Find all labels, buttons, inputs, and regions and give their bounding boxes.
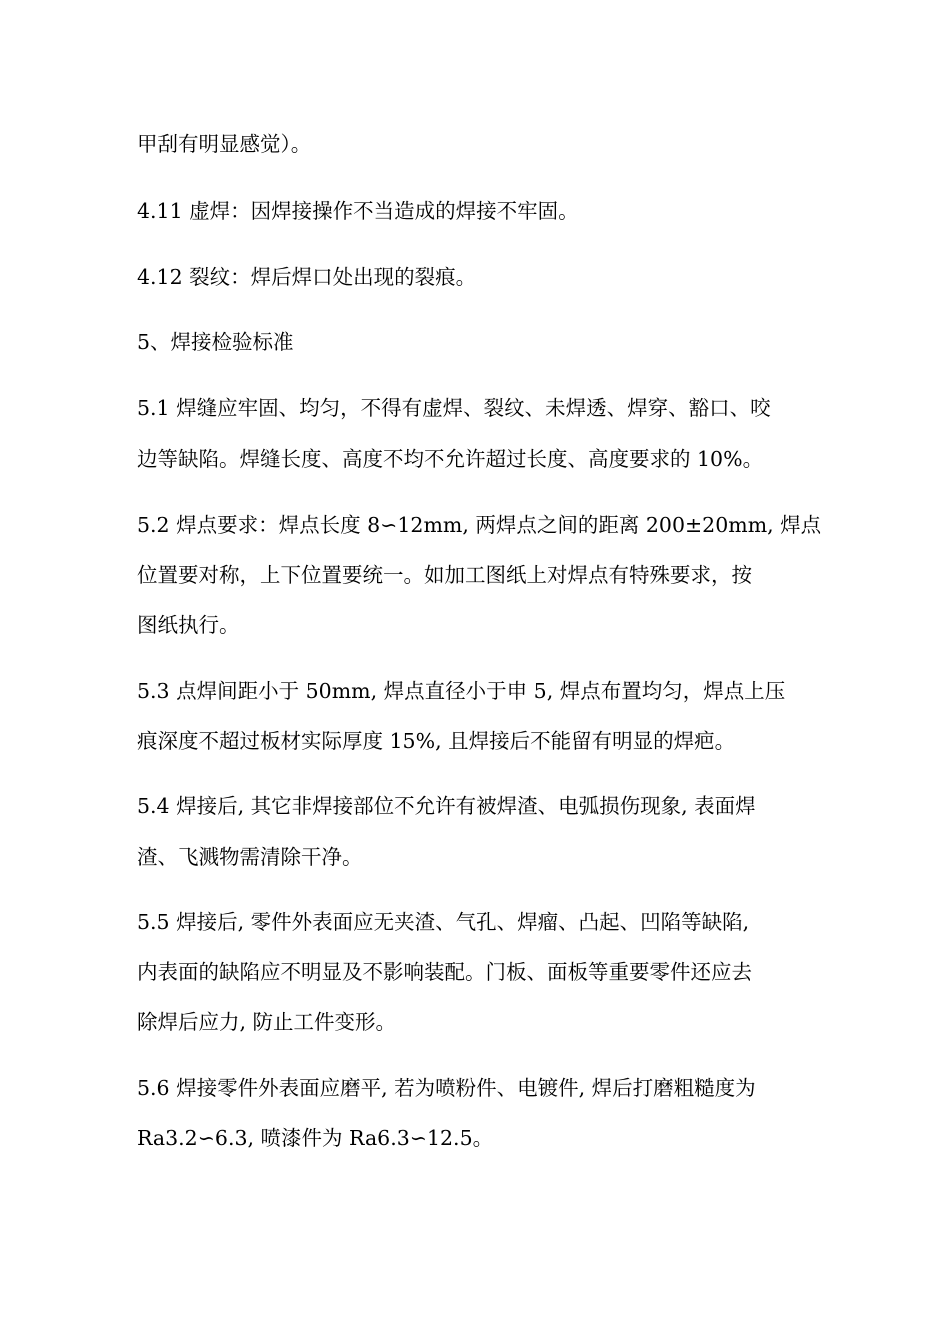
text-line: 5.3 点焊间距小于 50mm, 焊点直径小于申 5, 焊点布置均匀，焊点上压 xyxy=(137,679,786,703)
text-line: 位置要对称，上下位置要统一。如加工图纸上对焊点有特殊要求，按 xyxy=(137,563,752,587)
text-line: 5.4 焊接后, 其它非焊接部位不允许有被焊渣、电弧损伤现象, 表面焊 xyxy=(137,794,756,818)
text-line: 除焊后应力, 防止工件变形。 xyxy=(137,1010,397,1034)
text-line: 4.12 裂纹：焊后焊口处出现的裂痕。 xyxy=(137,265,477,289)
text-line: 甲刮有明显感觉）。 xyxy=(137,132,312,156)
section-heading: 5、焊接检验标准 xyxy=(137,330,294,354)
text-line: 边等缺陷。焊缝长度、高度不均不允许超过长度、高度要求的 10%。 xyxy=(137,447,764,471)
text-line: 内表面的缺陷应不明显及不影响装配。门板、面板等重要零件还应去 xyxy=(137,960,752,984)
text-line: 5.6 焊接零件外表面应磨平, 若为喷粉件、电镀件, 焊后打磨粗糙度为 xyxy=(137,1076,756,1100)
text-line: 5.1 焊缝应牢固、均匀，不得有虚焊、裂纹、未焊透、焊穿、豁口、咬 xyxy=(137,396,771,420)
text-line: 4.11 虚焊：因焊接操作不当造成的焊接不牢固。 xyxy=(137,199,579,223)
text-line: 图纸执行。 xyxy=(137,613,240,637)
text-line: Ra3.2∽6.3, 喷漆件为 Ra6.3∽12.5。 xyxy=(137,1126,494,1150)
text-line: 痕深度不超过板材实际厚度 15%, 且焊接后不能留有明显的焊疤。 xyxy=(137,729,736,753)
text-line: 5.2 焊点要求：焊点长度 8∽12mm, 两焊点之间的距离 200±20mm, 焊点 xyxy=(137,513,822,537)
text-line: 渣、飞溅物需清除干净。 xyxy=(137,845,363,869)
text-line: 5.5 焊接后, 零件外表面应无夹渣、气孔、焊瘤、凸起、凹陷等缺陷, xyxy=(137,910,750,934)
